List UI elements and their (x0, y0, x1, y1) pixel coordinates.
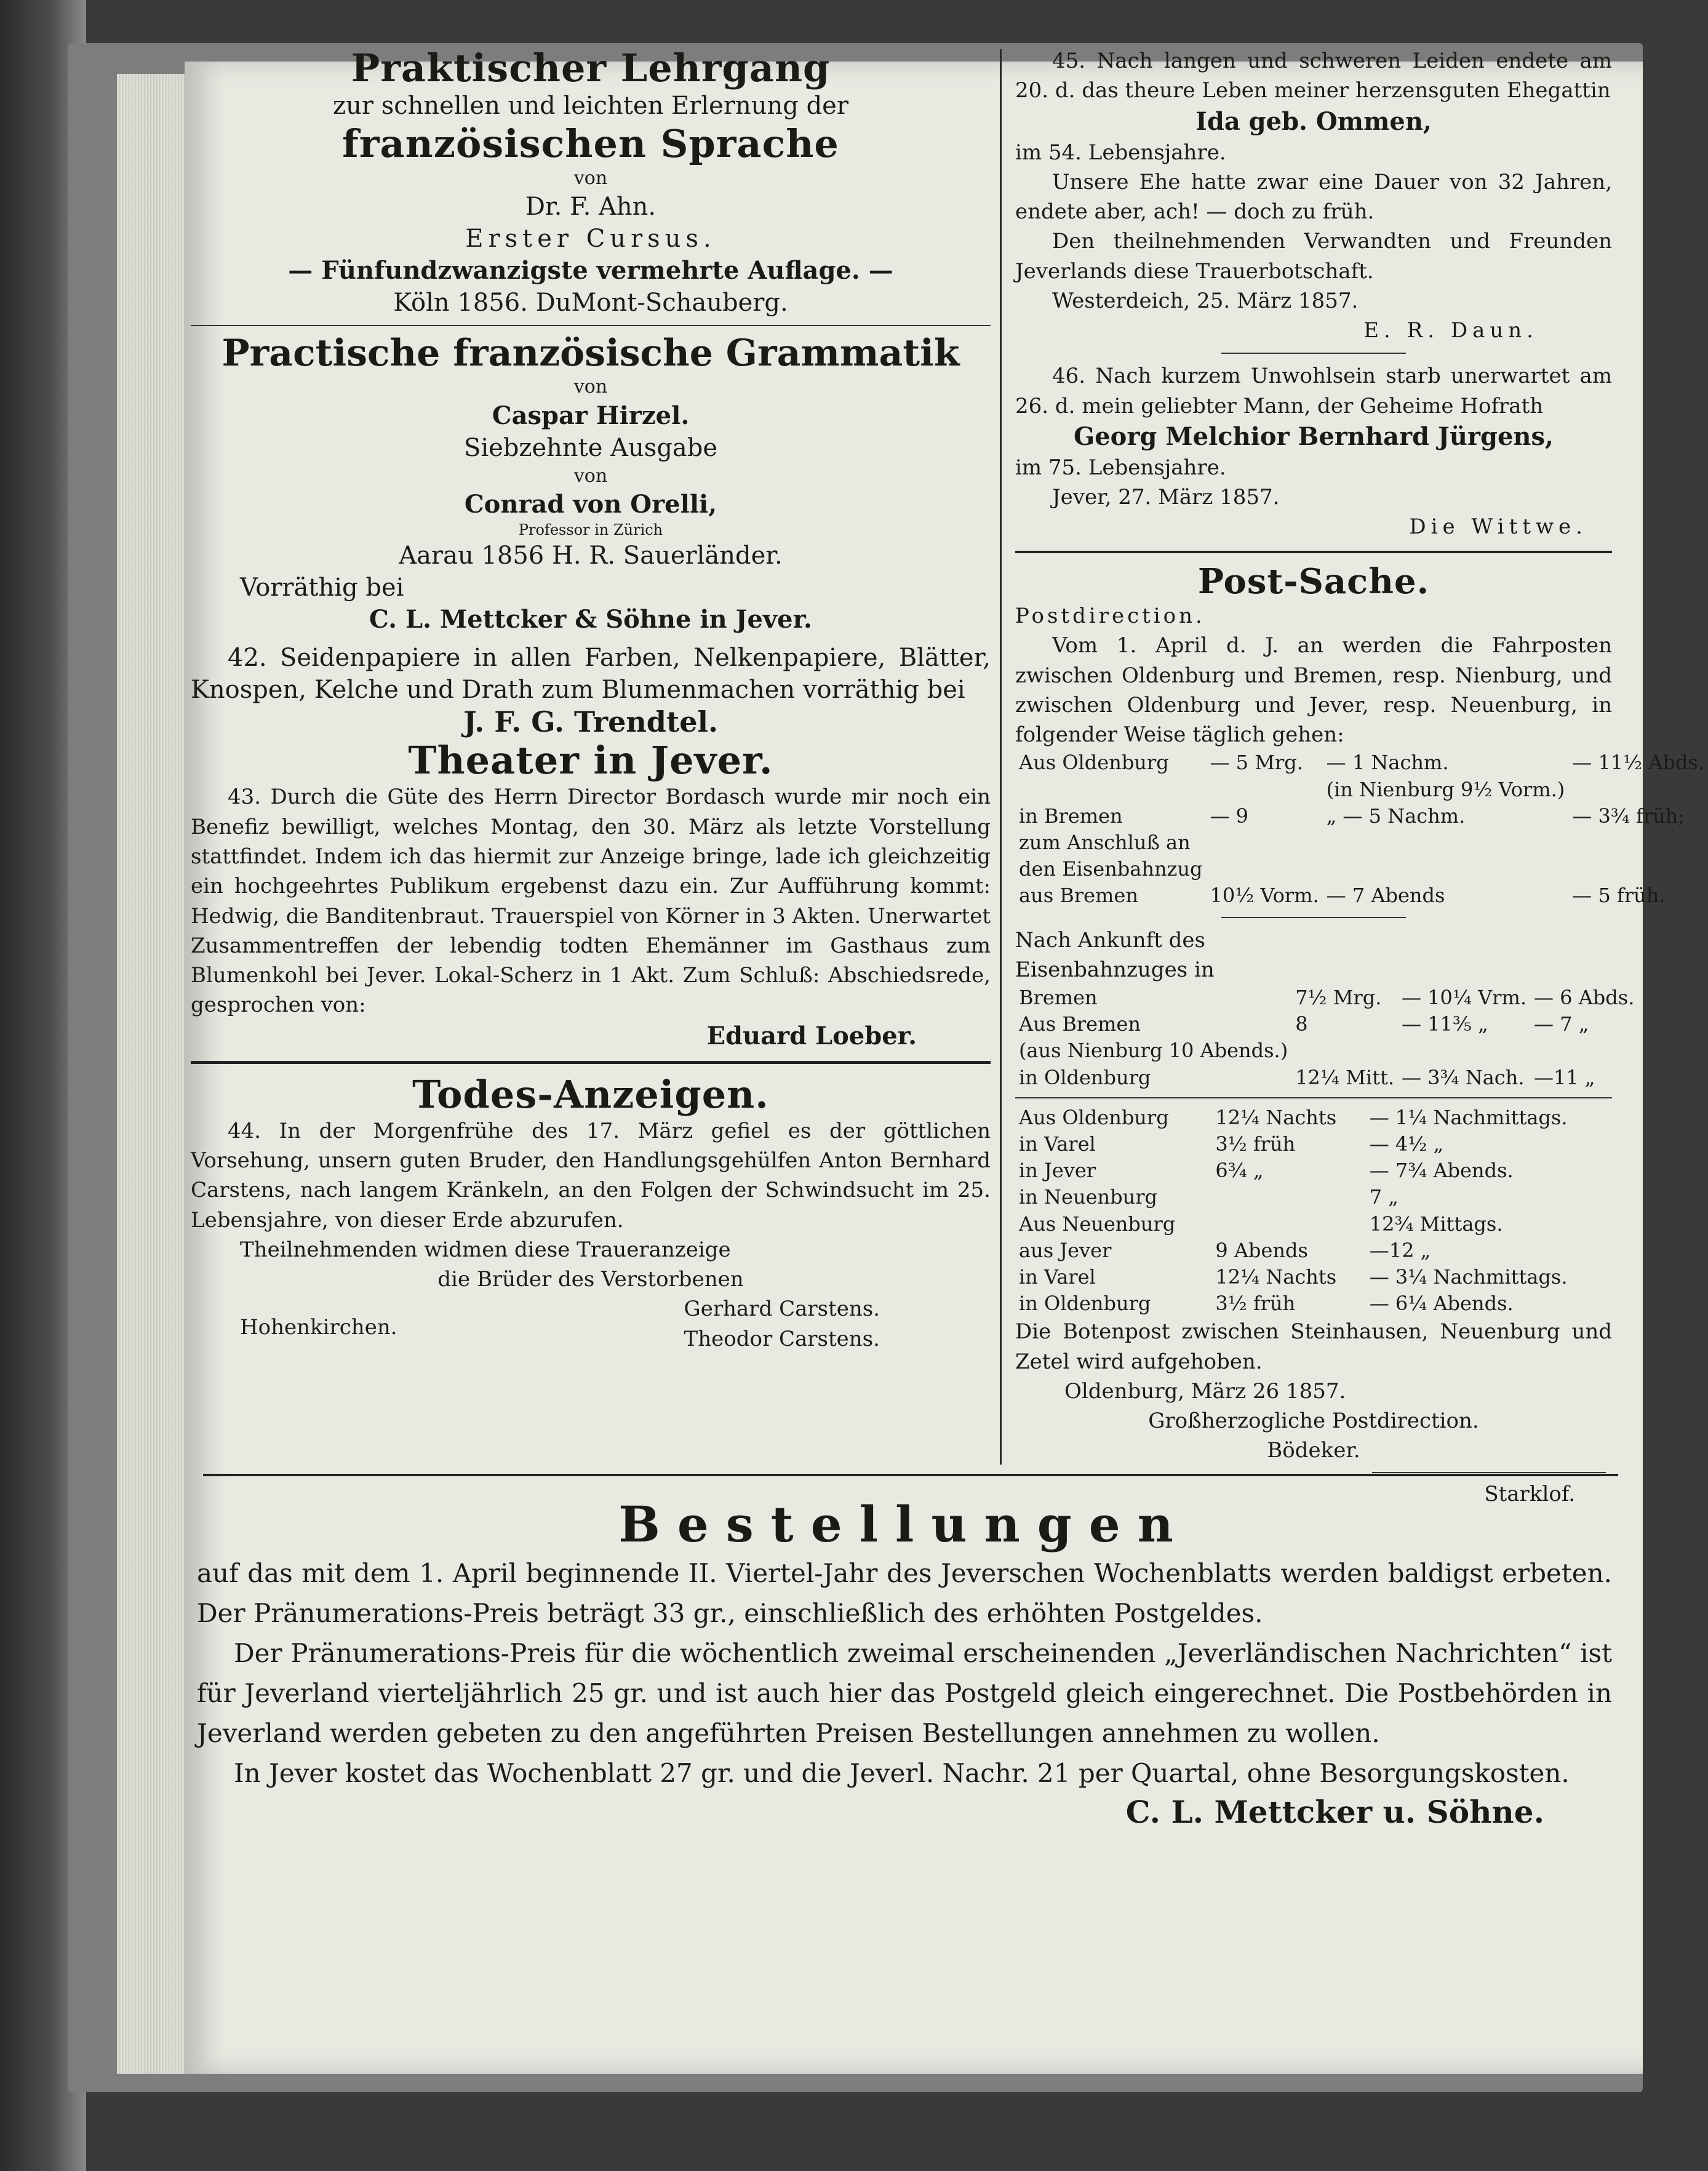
schedule-row (1015, 830, 1708, 856)
schedule-cell: in Neuenburg (1019, 1185, 1157, 1209)
divider (1221, 353, 1406, 354)
notice-line: Theilnehmenden widmen diese Traueranzeige (240, 1237, 731, 1262)
schedule-cell (1323, 830, 1569, 856)
schedule-cell: in Varel (1019, 1132, 1096, 1156)
subscription-notice (197, 1477, 1612, 1830)
schedule-row (1015, 1038, 1638, 1064)
divider (1015, 1097, 1612, 1098)
notice-paragraph: In Jever kostet das Wochenblatt 27 gr. und die Jeverl. Nachr. 21 per Quartal, ohne Besorgungskosten. (234, 1758, 1570, 1789)
ad-editor-role: Professor in Zürich (518, 521, 663, 539)
ad-title: Praktischer Lehrgang (351, 46, 831, 90)
ad-subtitle: zur schnellen und leichten Erlernung der (333, 92, 848, 121)
section-title: Todes-Anzeigen. (412, 1071, 769, 1117)
schedule-cell (1207, 856, 1323, 882)
ad-42-silk-paper (191, 642, 991, 738)
ad-title-2: französischen Sprache (342, 121, 839, 167)
ad-title: Theater in Jever. (408, 738, 773, 783)
schedule-cell: „ — 5 Nachm. (1326, 804, 1466, 828)
schedule-cell: 6¾ „ (1215, 1159, 1264, 1183)
ad-ahn-textbook (191, 46, 991, 319)
schedule-cell: — 6¼ Abends. (1369, 1292, 1514, 1316)
ad-imprint: Köln 1856. DuMont-Schauberg. (393, 289, 788, 318)
notice-text: 45. Nach langen und schweren Leiden endete am 20. d. das theure Leben meiner herzensguten Ehegattin (1015, 49, 1612, 103)
schedule-row (1015, 1131, 1612, 1157)
schedule-cell: 8 (1295, 1012, 1308, 1036)
post-authority: Großherzogliche Postdirection. (1148, 1409, 1479, 1434)
notice-text: im 54. Lebensjahre. (1015, 140, 1226, 165)
divider (203, 1474, 1618, 1476)
schedule-cell: — 10¼ Vrm. (1401, 986, 1526, 1010)
schedule-cell: 3½ früh (1215, 1292, 1296, 1316)
column-divider (1000, 49, 1002, 1465)
schedule-cell: Aus Neuenburg (1019, 1212, 1176, 1236)
notice-signature: E. R. Daun. (1363, 318, 1538, 343)
notice-46 (1015, 361, 1612, 542)
schedule-cell: den Eisenbahnzug (1019, 857, 1203, 881)
schedule-cell: — 1 Nachm. (1326, 751, 1449, 775)
schedule-table-2 (1015, 985, 1638, 1091)
schedule-cell: Bremen (1019, 986, 1098, 1010)
ad-text: 42. Seidenpapiere in allen Farben, Nelkenpapiere, Blätter, Knospen, Kelche und Drath zum Blumenmachen vorräthig bei (191, 644, 991, 705)
notice-signature: Die Wittwe. (1409, 514, 1587, 540)
schedule-cell: Aus Oldenburg (1019, 751, 1169, 775)
notice-text: 44. In der Morgenfrühe des 17. März gefiel es der göttlichen Vorsehung, unsern guten Bruder, den Handlungsgehülfen Anton Bernhard Carstens, nach langem Kränkeln, an den Folgen der Schwindsucht im 25. Lebensjahre, von dieser Erde abzurufen. (191, 1118, 991, 1233)
schedule-row (1015, 856, 1708, 882)
notice-paragraph: auf das mit dem 1. April beginnende II. Viertel-Jahr des Jeverschen Wochenblatts werden baldigst erbeten. Der Pränumerations-Preis beträgt 33 gr., einschließlich des erhöhten Postgeldes. (197, 1558, 1612, 1629)
notice-signature: C. L. Mettcker u. Söhne. (1125, 1793, 1544, 1830)
divider (191, 325, 991, 326)
ad-text: 43. Durch die Güte des Herrn Director Bordasch wurde mir noch ein Benefiz bewilligt, welches Montag, den 30. März als letzte Vorstellung stattfindet. Indem ich das hiermit zur Anzeige bringe, lade ich gleichzeitig ein hochgeehrtes Publikum ergebenst dazu ein. Zur Aufführung kommt: Hedwig, die Banditenbraut. Trauerspiel von Körner in 3 Akten. Unerwartet Zusammentreffen der lebendig todten Ehemänner im Gasthaus zum Blumenkohl bei Jever. Lokal-Scherz in 1 Akt. Zum Schluß: Abschiedsrede, gesprochen von: (191, 785, 991, 1018)
post-dateline: Oldenburg, März 26 1857. (1064, 1378, 1346, 1404)
ad-course: Erster Cursus. (465, 225, 716, 254)
schedule-cell (1530, 1038, 1638, 1064)
schedule-cell: — 7 Abends (1326, 884, 1445, 908)
section-title: Post-Sache. (1197, 561, 1430, 602)
schedule-cell: 12¼ Nachts (1215, 1105, 1337, 1129)
schedule-row (1015, 1105, 1612, 1131)
schedule-cell (1211, 1211, 1365, 1237)
notice-line: die Brüder des Verstorbenen (437, 1267, 744, 1292)
schedule-cell: — 3¾ Nach. (1401, 1065, 1525, 1089)
schedule-cell: in Bremen (1019, 804, 1123, 828)
notice-dateline: Jever, 27. März 1857. (1052, 485, 1280, 510)
notice-name: Ida geb. Ommen, (1195, 106, 1432, 136)
schedule-cell: aus Jever (1019, 1238, 1112, 1262)
schedule-cell (1398, 1038, 1530, 1064)
schedule-cell: — 3¼ Nachmittags. (1369, 1265, 1568, 1289)
schedule-row (1015, 1184, 1612, 1210)
schedule-cell: 3½ früh (1215, 1132, 1296, 1156)
schedule-cell: Aus Bremen (1019, 1012, 1141, 1036)
post-signer: Starklof. (1484, 1481, 1575, 1506)
schedule-cell: in Oldenburg (1019, 1065, 1151, 1089)
schedule-cell: in Varel (1019, 1265, 1096, 1289)
schedule-cell: — 7 „ (1533, 1012, 1589, 1036)
ad-seller: J. F. G. Trendtel. (463, 705, 718, 739)
schedule-cell: 10½ Vorm. (1210, 884, 1319, 908)
ad-stock: Vorräthig bei (240, 574, 404, 602)
schedule-cell (1207, 777, 1323, 803)
post-notice (1015, 561, 1705, 1509)
schedule-row (1015, 1290, 1612, 1317)
schedule-cell (1015, 777, 1207, 803)
schedule-cell: aus Bremen (1019, 884, 1138, 908)
schedule-table-1 (1015, 750, 1708, 909)
post-note: Die Botenpost zwischen Steinhausen, Neuenburg und Zetel wird aufgehoben. (1015, 1319, 1612, 1374)
divider (1372, 1472, 1606, 1473)
post-dept: Postdirection. (1015, 604, 1205, 629)
ad-von: von (573, 167, 608, 189)
schedule-cell: 12¾ Mittags. (1369, 1212, 1503, 1236)
schedule-cell (1323, 856, 1569, 882)
divider (1221, 917, 1406, 918)
schedule-row (1015, 985, 1638, 1011)
schedule-cell: (in Nienburg 9½ Vorm.) (1326, 777, 1565, 801)
schedule-cell: — 1¼ Nachmittags. (1369, 1105, 1568, 1129)
notice-45 (1015, 46, 1612, 345)
ad-43-theater (191, 738, 991, 1052)
ad-editor: Conrad von Orelli, (464, 490, 717, 519)
schedule-cell: — 7¾ Abends. (1369, 1159, 1514, 1183)
ad-edition: Siebzehnte Ausgabe (463, 433, 718, 462)
notice-signer: Gerhard Carstens. (684, 1297, 880, 1322)
section-title: Bestellungen (618, 1495, 1191, 1553)
schedule-cell: 7 „ (1369, 1185, 1399, 1209)
schedule-cell (1291, 1038, 1398, 1064)
schedule-cell: —12 „ (1369, 1238, 1431, 1262)
notice-text: 46. Nach kurzem Unwohlsein starb unerwartet am 26. d. mein geliebter Mann, der Geheime Hofrath (1015, 364, 1612, 418)
schedule-cell (1207, 830, 1323, 856)
ad-author: Caspar Hirzel. (492, 401, 690, 430)
notice-dateline: Westerdeich, 25. März 1857. (1052, 288, 1359, 313)
schedule-cell: 7½ Mrg. (1295, 986, 1382, 1010)
notice-name: Georg Melchior Bernhard Jürgens, (1074, 422, 1554, 451)
schedule-cell: (aus Nienburg 10 Abends.) (1019, 1039, 1288, 1063)
schedule-cell: in Oldenburg (1019, 1292, 1151, 1316)
schedule-row (1015, 1065, 1638, 1091)
schedule-row (1015, 1011, 1638, 1038)
schedule-row (1015, 1211, 1612, 1237)
ad-imprint: Aarau 1856 H. R. Sauerländer. (399, 542, 783, 570)
schedule-row (1015, 882, 1708, 909)
notice-place: Hohenkirchen. (240, 1315, 397, 1340)
notice-paragraph: Der Pränumerations-Preis für die wöchentlich zweimal erscheinenden „Jeverländischen Nachrichten“ ist für Jeverland vierteljährlich 25 gr. und ist auch hier das Postgeld gleich eingerechnet. Die Postbehörden in Jeverland werden gebeten zu den angeführten Preisen Bestellungen annehmen zu wollen. (197, 1638, 1612, 1749)
schedule-cell: 9 Abends (1215, 1238, 1308, 1262)
schedule-cell (1211, 1184, 1365, 1210)
schedule-cell (1568, 830, 1708, 856)
schedule-row (1015, 803, 1708, 830)
schedule-heading: Nach Ankunft des Eisenbahnzuges in (1015, 927, 1215, 982)
schedule-cell: 12¼ Mitt. (1295, 1065, 1394, 1089)
schedule-row (1015, 1157, 1612, 1184)
schedule-cell: in Jever (1019, 1159, 1096, 1183)
ad-title: Practische französische Grammatik (221, 332, 960, 375)
ad-edition: — Fünfundzwanzigste vermehrte Auflage. — (288, 256, 893, 286)
ad-author: Dr. F. Ahn. (525, 193, 656, 222)
ad-signature: Eduard Loeber. (706, 1021, 917, 1050)
schedule-cell: — 9 (1210, 804, 1249, 828)
right-column (1015, 46, 1705, 1509)
left-column (191, 46, 991, 1354)
schedule-row (1015, 750, 1708, 776)
schedule-cell: zum Anschluß an (1019, 831, 1191, 854)
ad-seller: C. L. Mettcker & Söhne in Jever. (369, 605, 812, 634)
schedule-cell: —11 „ (1533, 1065, 1595, 1089)
schedule-row (1015, 1264, 1612, 1290)
death-notices (191, 1073, 991, 1354)
post-intro: Vom 1. April d. J. an werden die Fahrposten zwischen Oldenburg und Bremen, resp. Nienburg, und zwischen Oldenburg und Jever, resp. Neuenburg, in folgender Weise täglich gehen: (1015, 633, 1612, 748)
schedule-row (1015, 1237, 1612, 1264)
ad-hirzel-grammar (191, 332, 991, 636)
schedule-cell (1568, 856, 1708, 882)
schedule-cell (1568, 777, 1708, 803)
schedule-cell: — 4½ „ (1369, 1132, 1444, 1156)
schedule-cell: — 5 Mrg. (1210, 751, 1303, 775)
ad-von-2: von (573, 465, 608, 487)
post-signer: Bödeker. (1267, 1438, 1360, 1463)
divider (191, 1061, 991, 1064)
schedule-cell: — 5 früh. (1572, 884, 1666, 908)
ad-von: von (573, 376, 608, 398)
schedule-row (1015, 777, 1708, 803)
schedule-cell: — 11½ Abds. (1572, 751, 1705, 775)
schedule-cell: — 3¾ früh; (1572, 804, 1685, 828)
schedule-table-3 (1015, 1105, 1612, 1317)
notice-text: Den theilnehmenden Verwandten und Freunden Jeverlands diese Trauerbotschaft. (1015, 229, 1612, 284)
schedule-cell: Aus Oldenburg (1019, 1105, 1169, 1129)
schedule-cell: — 11⅗ „ (1401, 1012, 1488, 1036)
schedule-cell: 12¼ Nachts (1215, 1265, 1337, 1289)
notice-signer: Theodor Carstens. (684, 1326, 880, 1351)
notice-text: im 75. Lebensjahre. (1015, 455, 1226, 480)
schedule-cell: — 6 Abds. (1533, 986, 1635, 1010)
divider (1015, 551, 1612, 553)
notice-text: Unsere Ehe hatte zwar eine Dauer von 32 Jahren, endete aber, ach! — doch zu früh. (1015, 169, 1612, 225)
